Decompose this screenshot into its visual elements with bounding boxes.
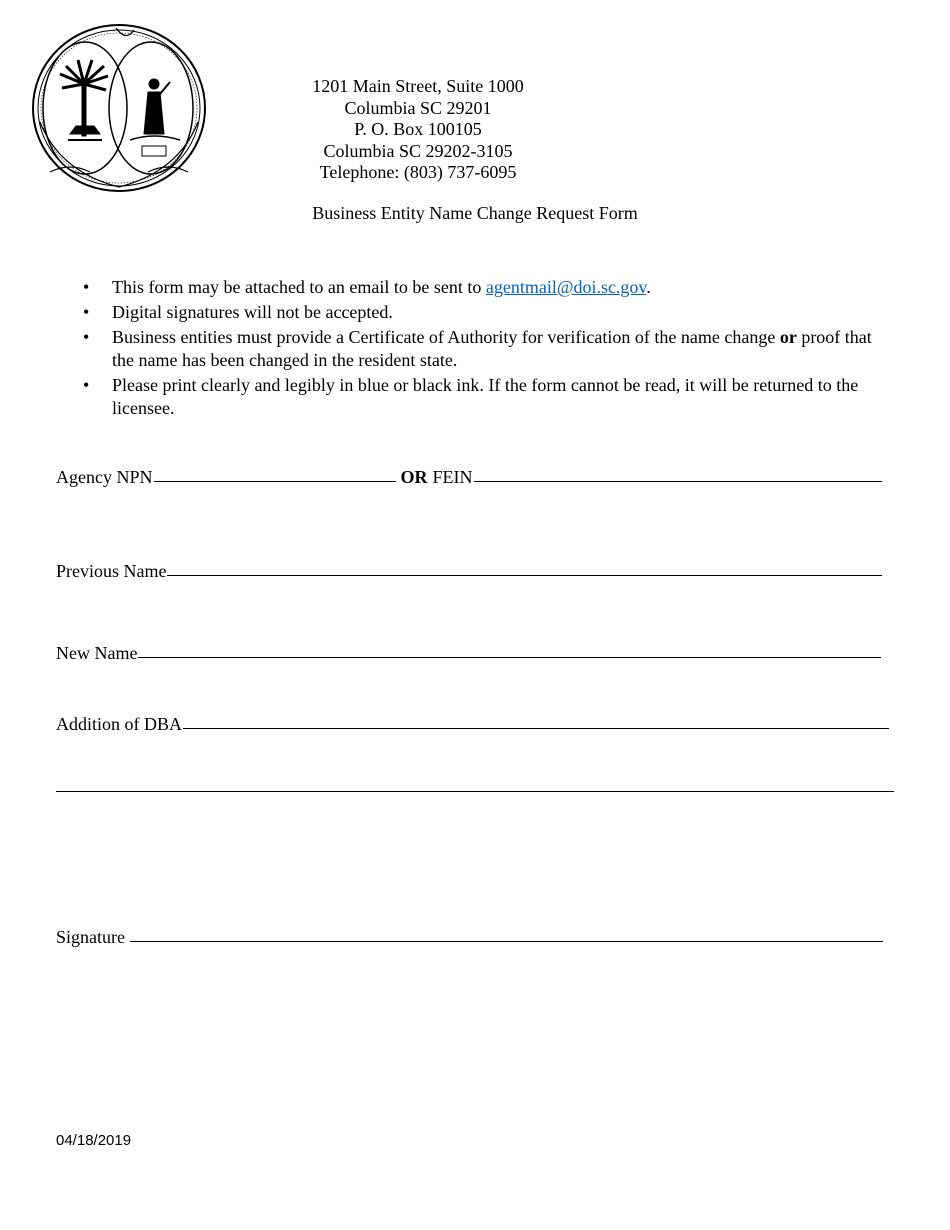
email-link[interactable]: agentmail@doi.sc.gov <box>485 277 647 297</box>
address-city: Columbia SC 29201 <box>344 97 492 118</box>
dba-field[interactable] <box>183 727 889 729</box>
address-po-box: P. O. Box 100105 <box>354 119 482 139</box>
dba-row <box>56 714 889 735</box>
new-name-field[interactable] <box>138 656 881 658</box>
bullet-icon: • <box>83 277 90 297</box>
signature-row <box>56 927 883 948</box>
bullet-icon: • <box>83 375 90 395</box>
form-title: Business Entity Name Change Request Form <box>312 203 638 223</box>
address-po-city: Columbia SC 29202-3105 <box>323 140 513 161</box>
dba-continuation-field[interactable] <box>56 790 894 792</box>
previous-name-field[interactable] <box>167 574 882 576</box>
instruction-item: • Business entities must provide a Certificate of Authority for verification of the name change or proof that the name has been changed in the resident state. <box>83 327 872 370</box>
address-block <box>218 76 618 184</box>
new-name-row <box>56 643 881 664</box>
instruction-item: • Digital signatures will not be accepted. <box>83 302 393 322</box>
bullet-icon: • <box>83 327 90 347</box>
agency-npn-label: Agency NPN <box>56 467 153 487</box>
agency-npn-field[interactable] <box>154 480 396 482</box>
signature-field[interactable] <box>130 940 883 942</box>
revision-date: 04/18/2019 <box>56 1132 132 1149</box>
agency-npn-row <box>56 467 882 488</box>
fein-label: FEIN <box>432 467 473 487</box>
signature-label: Signature <box>56 927 125 947</box>
instructions-list <box>56 276 896 422</box>
dba-label: Addition of DBA <box>56 714 182 734</box>
new-name-label: New Name <box>56 643 138 663</box>
dba-continuation-row <box>56 791 894 793</box>
state-seal-logo <box>30 22 208 194</box>
fein-field[interactable] <box>474 480 882 482</box>
instruction-item: • This form may be attached to an email to be sent to agentmail@doi.sc.gov. <box>83 277 651 297</box>
or-label: OR <box>400 467 428 487</box>
bullet-icon: • <box>83 302 90 322</box>
instruction-item: • Please print clearly and legibly in blue or black ink. If the form cannot be read, it will be returned to the licensee. <box>83 375 859 418</box>
address-street: 1201 Main Street, Suite 1000 <box>312 76 524 96</box>
address-telephone: Telephone: (803) 737-6095 <box>319 162 517 182</box>
previous-name-row <box>56 561 882 582</box>
previous-name-label: Previous Name <box>56 561 167 581</box>
